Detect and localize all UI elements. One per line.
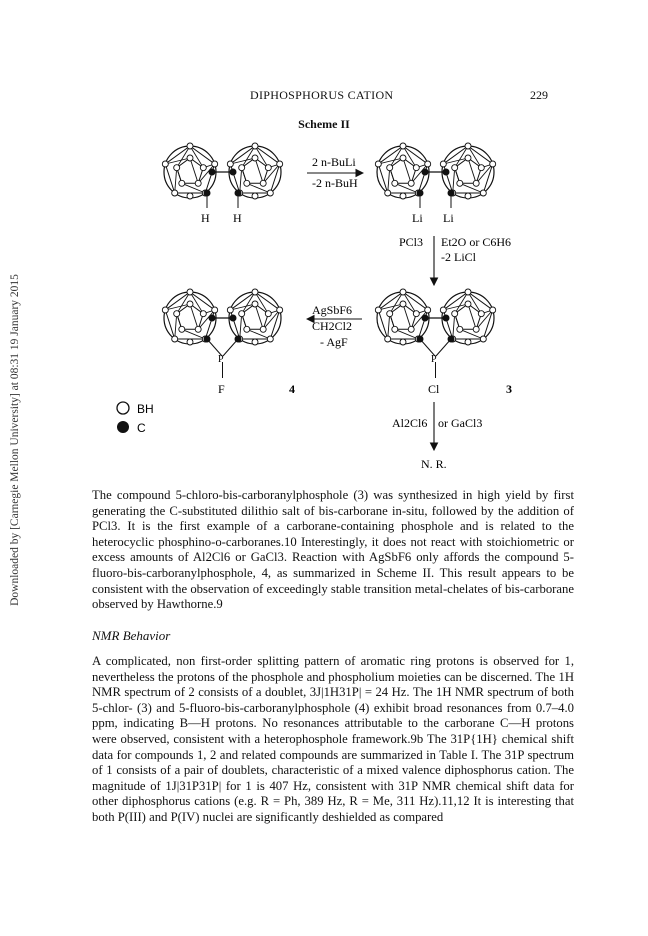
step3-byproduct: - AgF	[320, 335, 348, 349]
dilithio-bis-carborane-cage	[375, 143, 495, 208]
phosphorus-label-compound-4: P	[218, 354, 224, 365]
bis-carborane-cage-left	[162, 143, 282, 208]
open-circle-icon	[117, 402, 129, 414]
legend-c-label: C	[137, 421, 146, 435]
step2-reagent-left: PCl3	[399, 235, 424, 249]
step3-solvent: CH2Cl2	[312, 319, 353, 333]
reaction-scheme	[0, 130, 648, 480]
no-reaction-label: N. R.	[421, 457, 447, 471]
page-header	[0, 88, 648, 108]
lithium-label-2: Li	[443, 211, 454, 225]
download-notice-text: Downloaded by [Carnegie Mellon University] at 08:31 19 January 2015	[9, 274, 21, 606]
compound-number-4: 4	[289, 382, 295, 396]
step4-reagent-left: Al2Cl6	[392, 416, 428, 430]
step1-reagent-1: 2 n-BuLi	[312, 155, 356, 169]
compound-number-3: 3	[506, 382, 512, 396]
step2-solvent: Et2O or C6H6	[441, 235, 511, 249]
step2-byproduct: -2 LiCl	[441, 250, 476, 264]
legend-bh-label: BH	[137, 402, 154, 416]
section-heading-nmr: NMR Behavior	[92, 628, 171, 643]
step3-reagent: AgSbF6	[312, 303, 353, 317]
hydrogen-label-2: H	[233, 211, 242, 225]
paragraph-synthesis: The compound 5-chloro-bis-carboranylphosphole (3) was synthesized in high yield by first generating the C-substituted dilithio salt of bis-carborane in-situ, followed by the addition of PCl3. It is the first example of a carborane-containing phosphole and is related to the heterocyclic phosphino-o-carboranes.10 Interestingly, it does not react with stoichiometric or excess amounts of Al2Cl6 or GaCl3. Reaction with AgSbF6 only affords the compound 5-fluoro-bis-carboranylphosphole, 4, as summarized in Scheme II. This result appears to be consistent with the observation of exceedingly stable transition metal-chelates of bis-carborane observed by Hawthorne.9	[92, 488, 574, 612]
paragraph-nmr: A complicated, non first-order splitting pattern of aromatic ring protons is observed for 1, nevertheless the protons of the phosphole and phospholium moieties can be discerned. The 1H NMR spectrum of 2 consists of a doublet, 3J|1H31P| = 24 Hz. The 1H NMR spectrum of both 5-chlor- (3) and 5-fluoro-bis-carboranylphosphole (4) exhibit broad resonances from 0.7–4.0 ppm, indicating B—H protons. No resonances attributable to the carborane C—H protons were observed, consistent with a heterophosphole framework.9b The 31P{1H} chemical shift data for compounds 1, 2 and related compounds are summarized in Table I. The 31P spectrum of 1 consists of a pair of doublets, characteristic of a mixed valence diphosphorus cation. The magnitude of 1J|31P31P| for 1 is 407 Hz, consistent with 31P NMR chemical shift data for other diphosphorus cations (e.g. R = Ph, 389 Hz, R = Me, 311 Hz).11,12 It is interesting that both P(III) and P(IV) nuclei are significantly deshielded as compared	[92, 654, 574, 824]
filled-circle-icon	[117, 421, 129, 433]
page-number: 229	[530, 88, 548, 102]
running-title: DIPHOSPHORUS CATION	[250, 88, 394, 102]
chlorine-label: Cl	[428, 382, 440, 396]
hydrogen-label-1: H	[201, 211, 210, 225]
phosphorus-label-compound-3: P	[431, 354, 437, 365]
lithium-label-1: Li	[412, 211, 423, 225]
fluorine-label: F	[218, 382, 225, 396]
step4-reagent-right: or GaCl3	[438, 416, 483, 430]
scheme-title: Scheme II	[298, 117, 350, 131]
step1-reagent-2: -2 n-BuH	[312, 176, 358, 190]
